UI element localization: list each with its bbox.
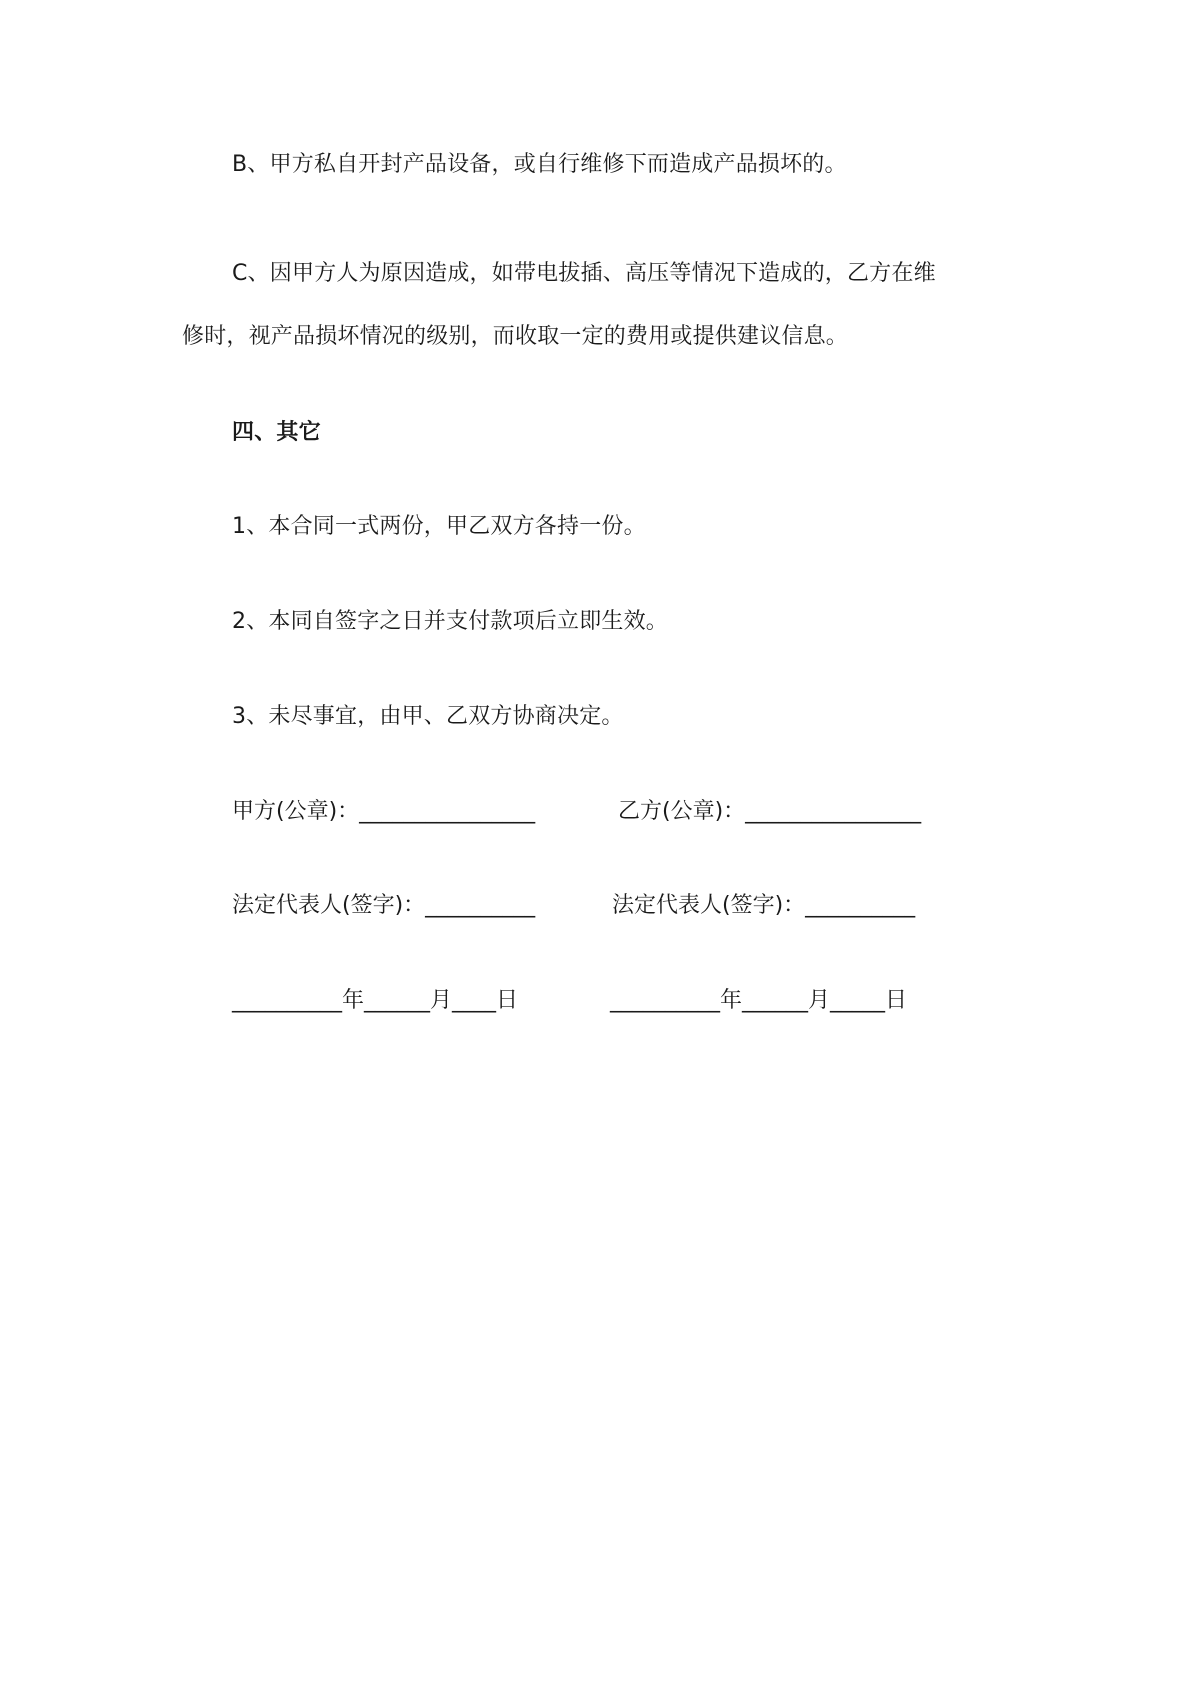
party-b-date: __________年______月_____日 [610,988,908,1013]
item-3: 3、未尽事宜，由甲、乙双方协商决定。 [232,704,624,729]
party-a-seal: 甲方(公章)：________________ [232,799,536,824]
item-1: 1、本合同一式两份，甲乙双方各持一份。 [232,514,646,539]
party-b-seal: 乙方(公章)：________________ [618,799,922,824]
representative-row [0,891,1200,921]
clause-c-line-1: C、因甲方人为原因造成，如带电拔插、高压等情况下造成的，乙方在维 [232,261,936,286]
party-a-date: __________年______月____日 [232,988,519,1013]
clause-c-line-2: 修时，视产品损坏情况的级别，而收取一定的费用或提供建议信息。 [182,324,849,349]
seal-row [0,797,1200,827]
party-b-representative: 法定代表人(签字)：__________ [612,893,916,918]
party-a-representative: 法定代表人(签字)：__________ [232,893,536,918]
section-four-heading: 四、其它 [232,420,321,445]
date-row [0,986,1200,1016]
clause-b: B、甲方私自开封产品设备，或自行维修下而造成产品损坏的。 [232,152,847,177]
item-2: 2、本同自签字之日并支付款项后立即生效。 [232,609,668,634]
